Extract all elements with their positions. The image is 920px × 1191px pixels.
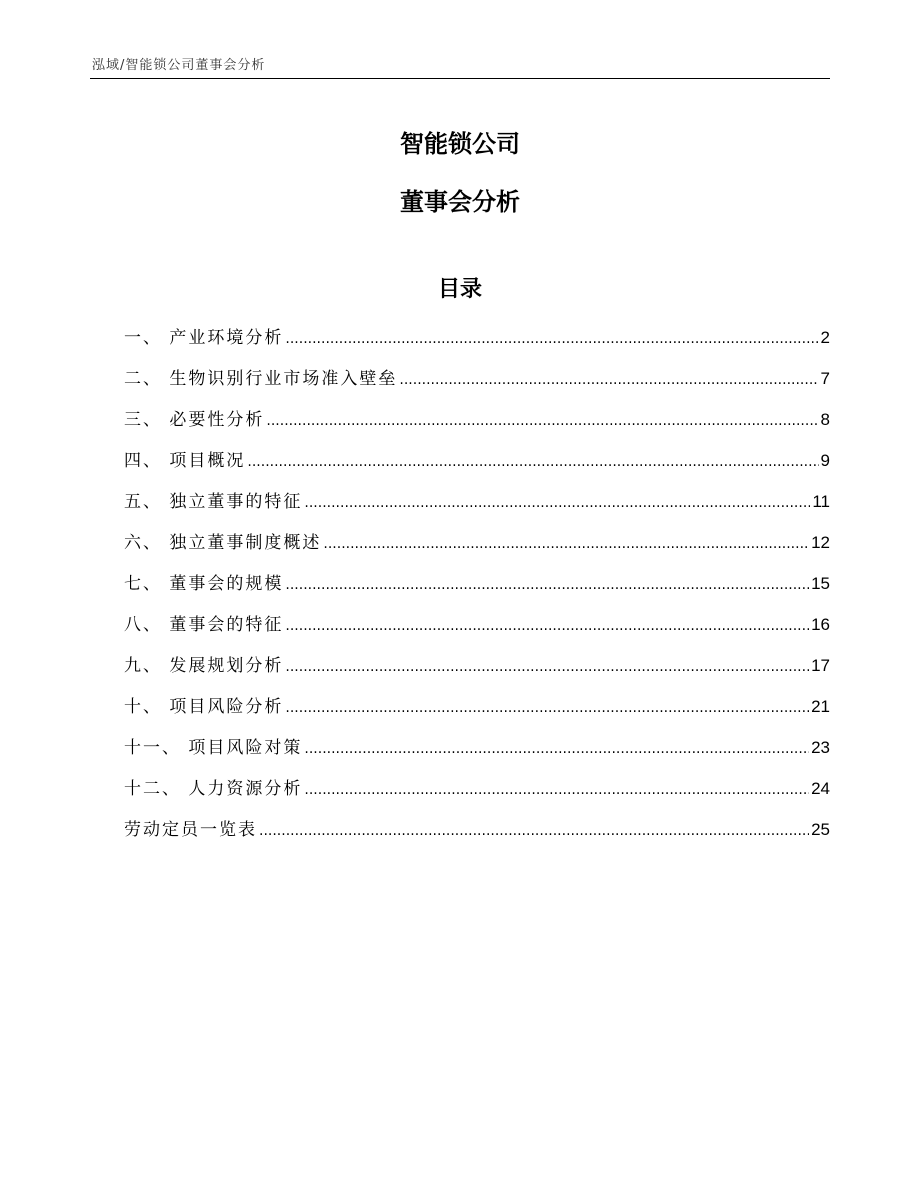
toc-leader-dots <box>304 490 810 516</box>
toc-heading: 目录 <box>437 277 482 302</box>
toc-entry[interactable] <box>124 612 830 653</box>
toc-leader-dots <box>285 695 809 721</box>
toc-entry-page: 12 <box>811 533 830 552</box>
toc-entry[interactable] <box>124 366 830 407</box>
toc-entry-label: 十一、 项目风险对策 <box>124 738 303 758</box>
toc-entry[interactable] <box>124 448 830 489</box>
toc-entry[interactable] <box>124 489 830 530</box>
toc-leader-dots <box>399 367 818 393</box>
toc-entry-label: 二、 生物识别行业市场准入壁垒 <box>124 369 398 389</box>
toc-entry-page: 8 <box>820 410 830 429</box>
toc-entry[interactable] <box>124 694 830 735</box>
toc-leader-dots <box>323 531 809 557</box>
toc-leader-dots <box>285 654 809 680</box>
toc-entry[interactable] <box>124 325 830 366</box>
toc-entry-label: 十二、 人力资源分析 <box>124 779 303 799</box>
toc-entry-page: 9 <box>820 451 830 470</box>
toc-entry[interactable] <box>124 776 830 817</box>
toc-entry-label: 八、 董事会的特征 <box>124 615 284 635</box>
toc-leader-dots <box>247 449 818 475</box>
toc-leader-dots <box>304 777 809 803</box>
table-of-contents <box>124 325 830 858</box>
toc-entry-label: 六、 独立董事制度概述 <box>124 533 322 553</box>
toc-entry-page: 11 <box>812 492 830 511</box>
toc-entry[interactable] <box>124 530 830 571</box>
toc-entry-label: 一、 产业环境分析 <box>124 328 284 348</box>
toc-entry[interactable] <box>124 407 830 448</box>
toc-entry-label: 七、 董事会的规模 <box>124 574 284 594</box>
toc-entry-page: 17 <box>811 656 830 675</box>
toc-entry[interactable] <box>124 817 830 858</box>
toc-entry-page: 15 <box>811 574 830 593</box>
toc-entry-page: 23 <box>811 738 830 757</box>
toc-entry-page: 21 <box>811 697 830 716</box>
running-header: 泓域/智能锁公司董事会分析 <box>92 58 266 73</box>
header-divider <box>90 78 830 79</box>
toc-entry[interactable] <box>124 571 830 612</box>
toc-entry-label: 劳动定员一览表 <box>124 820 257 840</box>
toc-entry-page: 25 <box>811 820 830 839</box>
toc-leader-dots <box>285 326 818 352</box>
toc-leader-dots <box>304 736 809 762</box>
toc-entry[interactable] <box>124 653 830 694</box>
toc-entry-page: 7 <box>820 369 830 388</box>
toc-leader-dots <box>259 818 809 844</box>
toc-entry-page: 24 <box>811 779 830 798</box>
toc-leader-dots <box>285 572 809 598</box>
toc-entry-label: 九、 发展规划分析 <box>124 656 284 676</box>
toc-entry-page: 16 <box>811 615 830 634</box>
document-subtitle: 董事会分析 <box>400 188 520 216</box>
toc-entry-label: 十、 项目风险分析 <box>124 697 284 717</box>
toc-entry-label: 五、 独立董事的特征 <box>124 492 303 512</box>
toc-entry-page: 2 <box>820 328 830 347</box>
toc-entry-label: 四、 项目概况 <box>124 451 246 471</box>
document-title: 智能锁公司 <box>400 130 520 158</box>
toc-leader-dots <box>285 613 809 639</box>
toc-entry[interactable] <box>124 735 830 776</box>
toc-entry-label: 三、 必要性分析 <box>124 410 265 430</box>
toc-leader-dots <box>266 408 818 434</box>
